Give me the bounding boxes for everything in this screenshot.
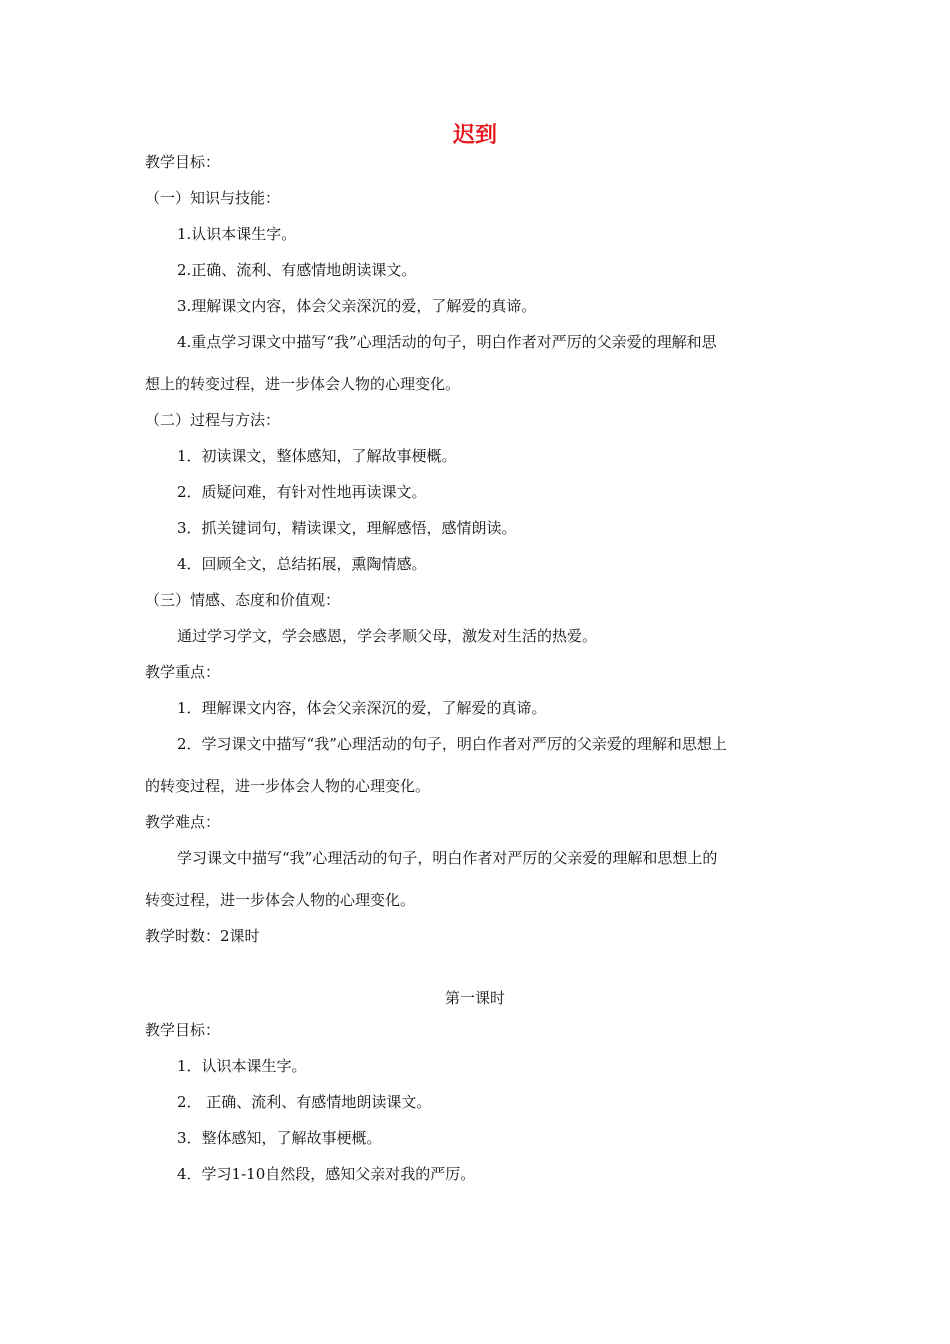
heading-teaching-goals-lesson1: 教学目标： [145,1021,221,1039]
paragraph-line: 想上的转变过程，进一步体会人物的心理变化。 [145,375,461,393]
paragraph-line: 2．学习课文中描写“我”心理活动的句子，明白作者对严厉的父亲爱的理解和思想上 [177,735,727,753]
paragraph-line: 通过学习学文，学会感恩，学会孝顺父母，激发对生活的热爱。 [177,627,598,645]
heading-difficulties: 教学难点： [145,813,221,831]
subheading-knowledge-skills: （一）知识与技能： [145,189,281,207]
paragraph-line: 的转变过程，进一步体会人物的心理变化。 [145,777,431,795]
heading-key-points: 教学重点： [145,663,221,681]
heading-teaching-goals: 教学目标： [145,153,221,171]
paragraph-line: 3.理解课文内容，体会父亲深沉的爱，了解爱的真谛。 [177,297,537,315]
paragraph-line: 4．回顾全文，总结拓展，熏陶情感。 [177,555,427,573]
paragraph-line: 转变过程，进一步体会人物的心理变化。 [145,891,416,909]
paragraph-line: 1．初读课文，整体感知，了解故事梗概。 [177,447,457,465]
class-hours: 教学时数：2课时 [145,927,260,945]
paragraph-line: 1．理解课文内容，体会父亲深沉的爱，了解爱的真谛。 [177,699,547,717]
paragraph-line: 2． 正确、流利、有感情地朗读课文。 [177,1093,432,1111]
paragraph-line: 4.重点学习课文中描写“我”心理活动的句子，明白作者对严厉的父亲爱的理解和思 [177,333,717,351]
paragraph-line: 3．整体感知，了解故事梗概。 [177,1129,382,1147]
document-title: 迟到 [452,123,497,148]
paragraph-line: 2．质疑问难，有针对性地再读课文。 [177,483,427,501]
paragraph-line: 3．抓关键词句，精读课文，理解感悟，感情朗读。 [177,519,517,537]
paragraph-line: 1.认识本课生字。 [177,225,297,243]
paragraph-line: 学习课文中描写“我”心理活动的句子，明白作者对严厉的父亲爱的理解和思想上的 [177,849,718,867]
subheading-process-methods: （二）过程与方法： [145,411,281,429]
subheading-emotion-values: （三）情感、态度和价值观： [145,591,341,609]
paragraph-line: 1．认识本课生字。 [177,1057,307,1075]
paragraph-line: 2.正确、流利、有感情地朗读课文。 [177,261,417,279]
paragraph-line: 4．学习1-10自然段，感知父亲对我的严厉。 [177,1165,476,1183]
section-heading-first-lesson: 第一课时 [444,989,505,1007]
